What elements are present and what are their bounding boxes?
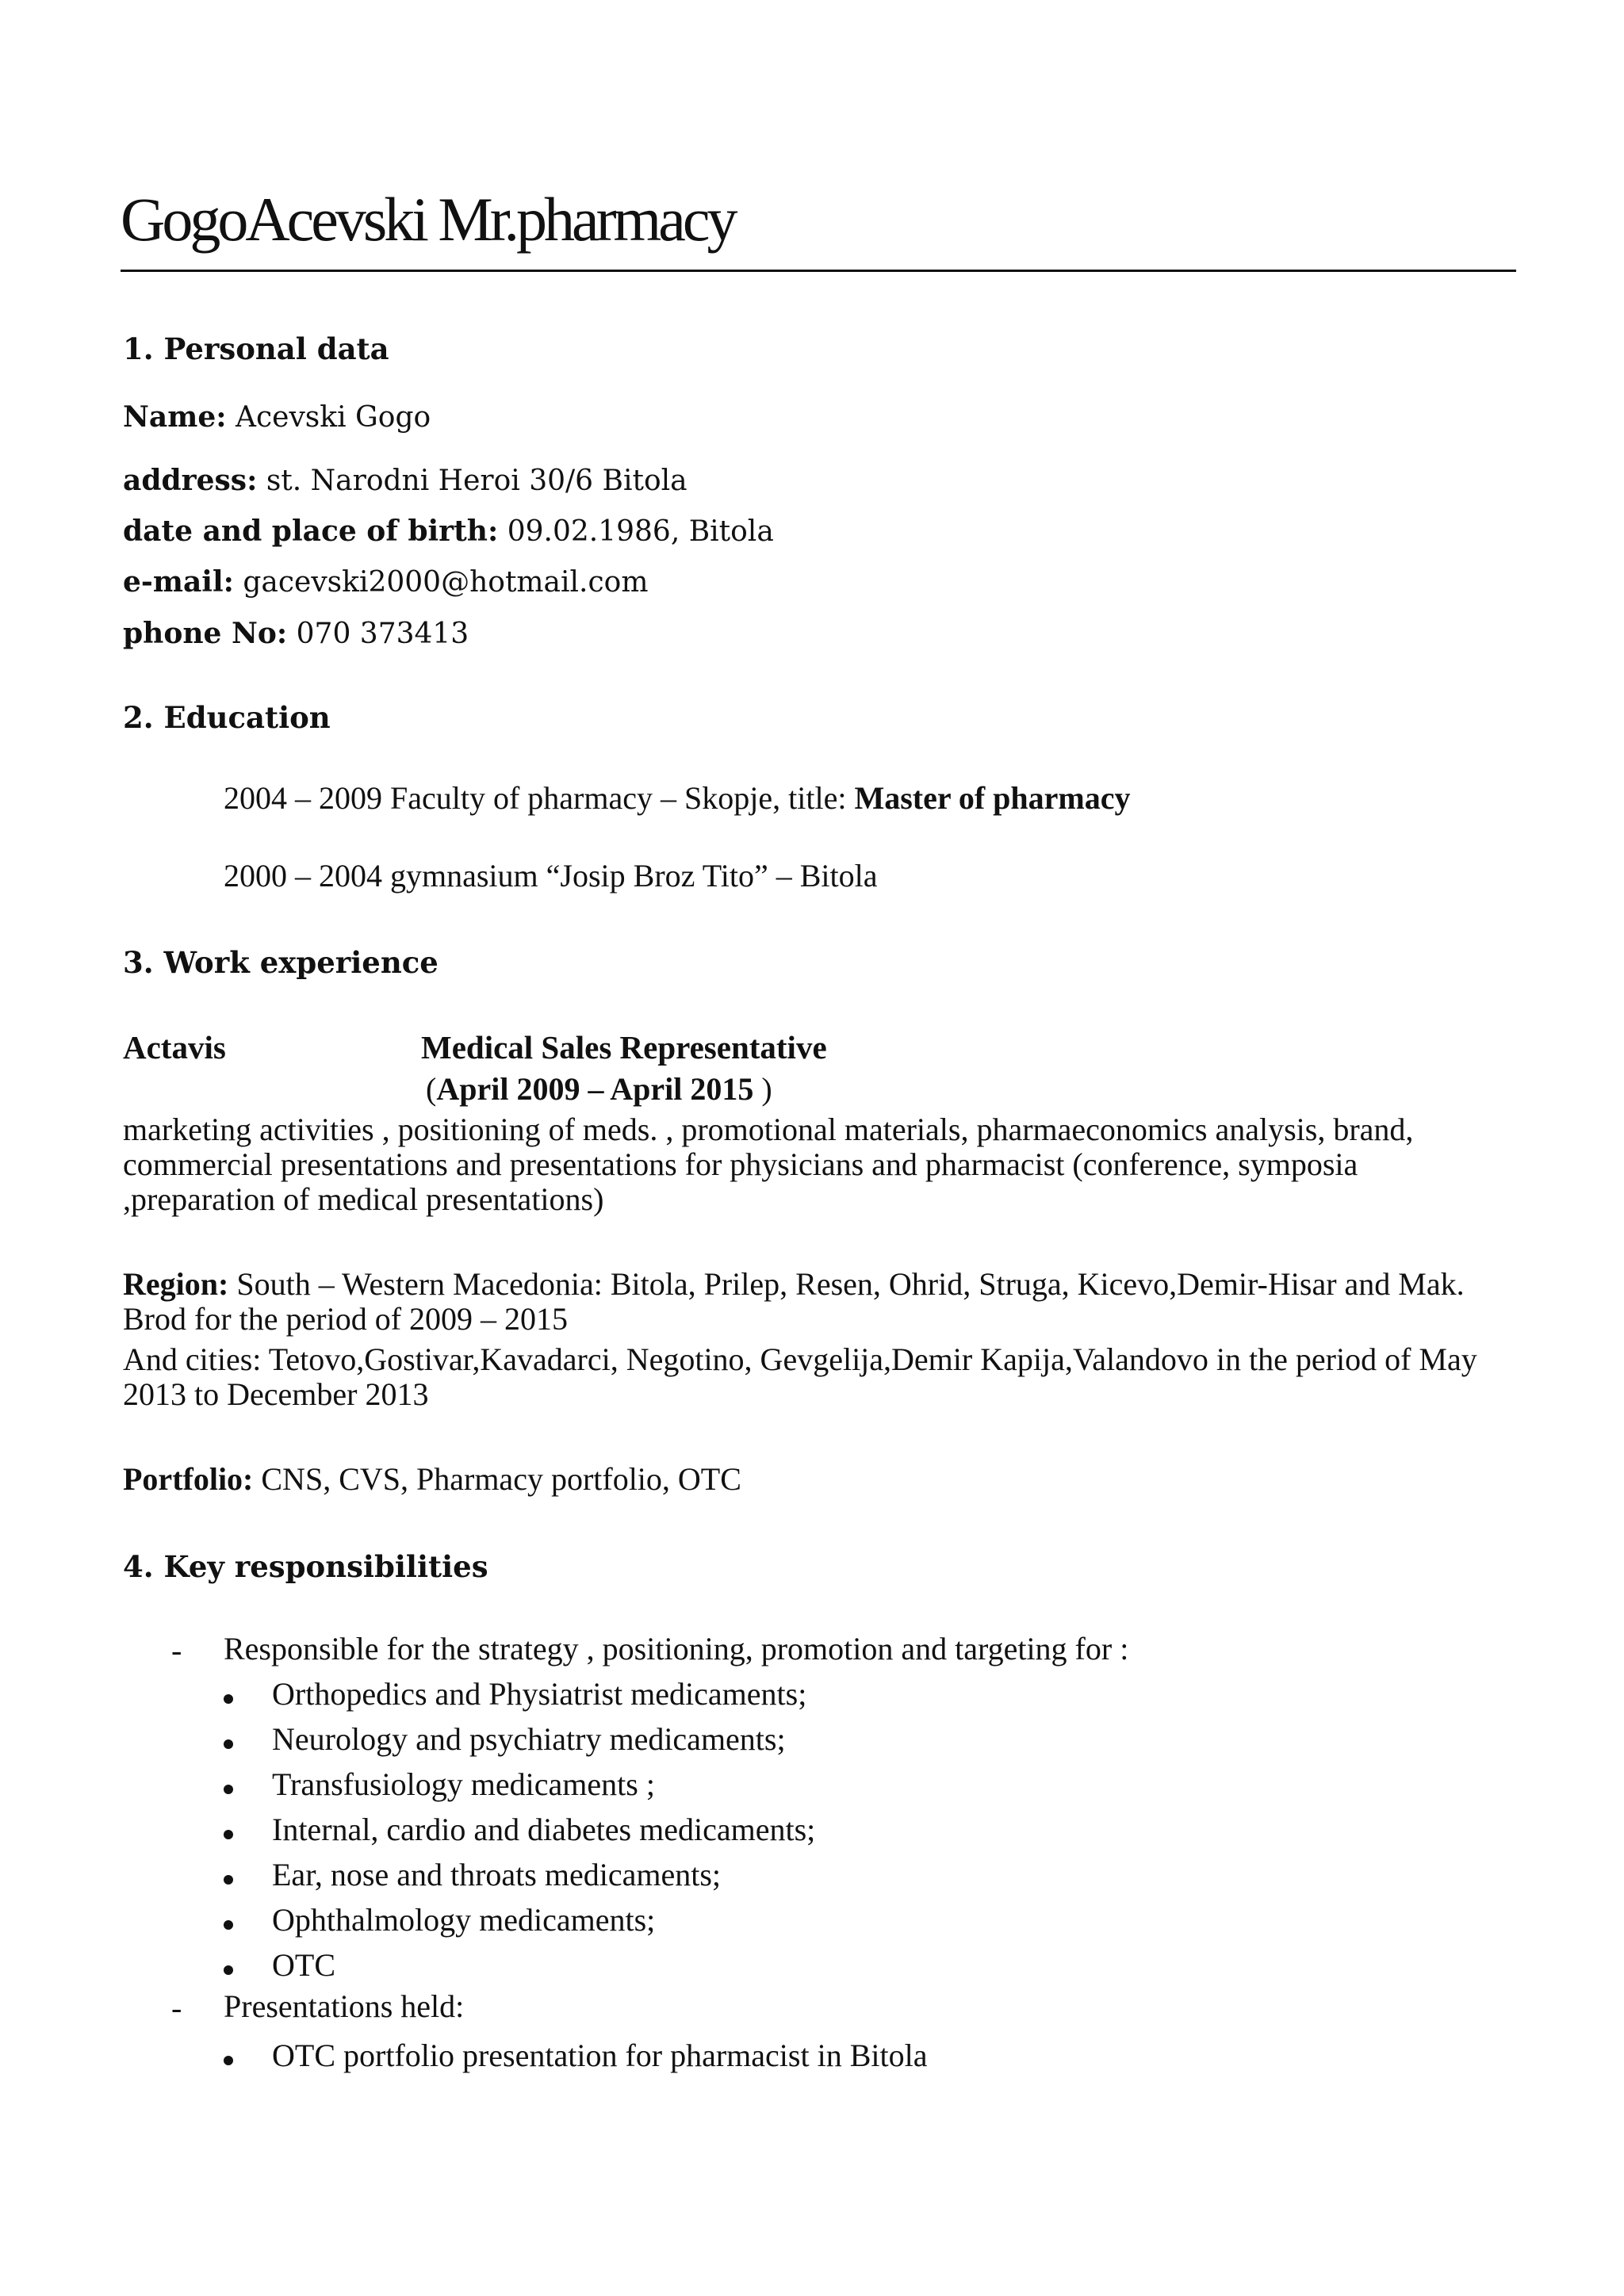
work-description-line: marketing activities , positioning of meds. , promotional materials, pharmaeconomics analysis, brand, xyxy=(123,1112,1414,1147)
bullet-text: OTC portfolio presentation for pharmacist in Bitola xyxy=(272,2038,928,2073)
work-description-line: commercial presentations and presentations for physicians and pharmacist (conference, symposia xyxy=(123,1146,1358,1182)
education-entry-gymnasium: 2000 – 2004 gymnasium “Josip Broz Tito” – Bitola xyxy=(224,858,878,894)
dash-marker: - xyxy=(171,1990,182,2026)
bullet-item xyxy=(224,1812,233,1850)
personal-address-row xyxy=(123,464,688,497)
bullet-text: Ear, nose and throats medicaments; xyxy=(272,1857,721,1892)
personal-name-row xyxy=(123,400,431,434)
bullet-text: Ophthalmology medicaments; xyxy=(272,1902,656,1938)
bullet-icon xyxy=(224,1785,233,1794)
personal-birth-row xyxy=(123,515,774,548)
bullet-text: Internal, cardio and diabetes medicaments; xyxy=(272,1812,816,1847)
region-value: South – Western Macedonia: Bitola, Prilep, Resen, Ohrid, Struga, Kicevo,Demir-Hisar and Mak. xyxy=(228,1266,1465,1302)
bullet-text: OTC xyxy=(272,1947,335,1983)
personal-phone-row xyxy=(123,617,469,650)
work-period xyxy=(426,1072,772,1107)
bullet-item xyxy=(224,1767,233,1804)
bullet-item xyxy=(224,2038,233,2076)
name-value: Acevski Gogo xyxy=(226,401,431,434)
education-entry-university xyxy=(224,781,1131,816)
section-heading-responsibilities: 4. Key responsibilities xyxy=(123,1549,488,1584)
bullet-text: Orthopedics and Physiatrist medicaments; xyxy=(272,1676,807,1712)
portfolio-value: CNS, CVS, Pharmacy portfolio, OTC xyxy=(253,1461,741,1497)
work-period-dates: April 2009 – April 2015 xyxy=(436,1071,754,1107)
bullet-icon xyxy=(224,1694,233,1704)
work-region-line xyxy=(123,1267,1465,1302)
work-region-line: And cities: Tetovo,Gostivar,Kavadarci, Negotino, Gevgelija,Demir Kapija,Valandovo in the period of May xyxy=(123,1341,1477,1377)
section-heading-work: 3. Work experience xyxy=(123,945,439,980)
personal-email-row xyxy=(123,565,648,599)
bullet-icon xyxy=(224,1965,233,1975)
responsibility-item: Presentations held: xyxy=(224,1988,465,2024)
name-label: Name: xyxy=(123,400,227,434)
dash-marker: - xyxy=(171,1632,182,1668)
address-label: address: xyxy=(123,464,258,497)
work-company: Actavis xyxy=(123,1029,226,1066)
bullet-text: Neurology and psychiatry medicaments; xyxy=(272,1721,786,1757)
work-period-close: ) xyxy=(753,1071,772,1107)
bullet-text: Transfusiology medicaments ; xyxy=(272,1766,655,1802)
bullet-icon xyxy=(224,1739,233,1749)
bullet-item xyxy=(224,1948,233,1985)
region-label: Region: xyxy=(123,1266,229,1302)
bullet-icon xyxy=(224,1875,233,1885)
document-title: GogoAcevski Mr.pharmacy xyxy=(121,185,735,254)
bullet-item xyxy=(224,1903,233,1940)
address-value: st. Narodni Heroi 30/6 Bitola xyxy=(257,465,688,497)
work-portfolio-row xyxy=(123,1462,741,1497)
phone-label: phone No: xyxy=(123,617,288,650)
birth-value: 09.02.1986, Bitola xyxy=(498,515,774,548)
birth-label: date and place of birth: xyxy=(123,515,499,548)
work-position: Medical Sales Representative xyxy=(421,1029,827,1066)
portfolio-label: Portfolio: xyxy=(123,1461,254,1497)
email-value: gacevski2000@hotmail.com xyxy=(233,566,649,599)
work-period-open: ( xyxy=(426,1071,437,1107)
bullet-item xyxy=(224,1677,233,1714)
responsibility-item: Responsible for the strategy , positioning, promotion and targeting for : xyxy=(224,1631,1129,1667)
work-description-line: ,preparation of medical presentations) xyxy=(123,1181,604,1217)
education-entry-university-text: 2004 – 2009 Faculty of pharmacy – Skopje, title: xyxy=(224,780,855,816)
work-region-line: 2013 to December 2013 xyxy=(123,1376,429,1412)
email-label: e-mail: xyxy=(123,565,234,599)
section-heading-education: 2. Education xyxy=(123,700,331,735)
work-region-line: Brod for the period of 2009 – 2015 xyxy=(123,1301,569,1337)
education-entry-university-title: Master of pharmacy xyxy=(854,780,1131,816)
bullet-icon xyxy=(224,2056,233,2065)
section-heading-personal: 1. Personal data xyxy=(123,331,389,366)
bullet-icon xyxy=(224,1920,233,1930)
bullet-item xyxy=(224,1858,233,1895)
phone-value: 070 373413 xyxy=(287,618,469,650)
title-divider xyxy=(121,270,1516,272)
bullet-item xyxy=(224,1722,233,1759)
bullet-icon xyxy=(224,1830,233,1839)
